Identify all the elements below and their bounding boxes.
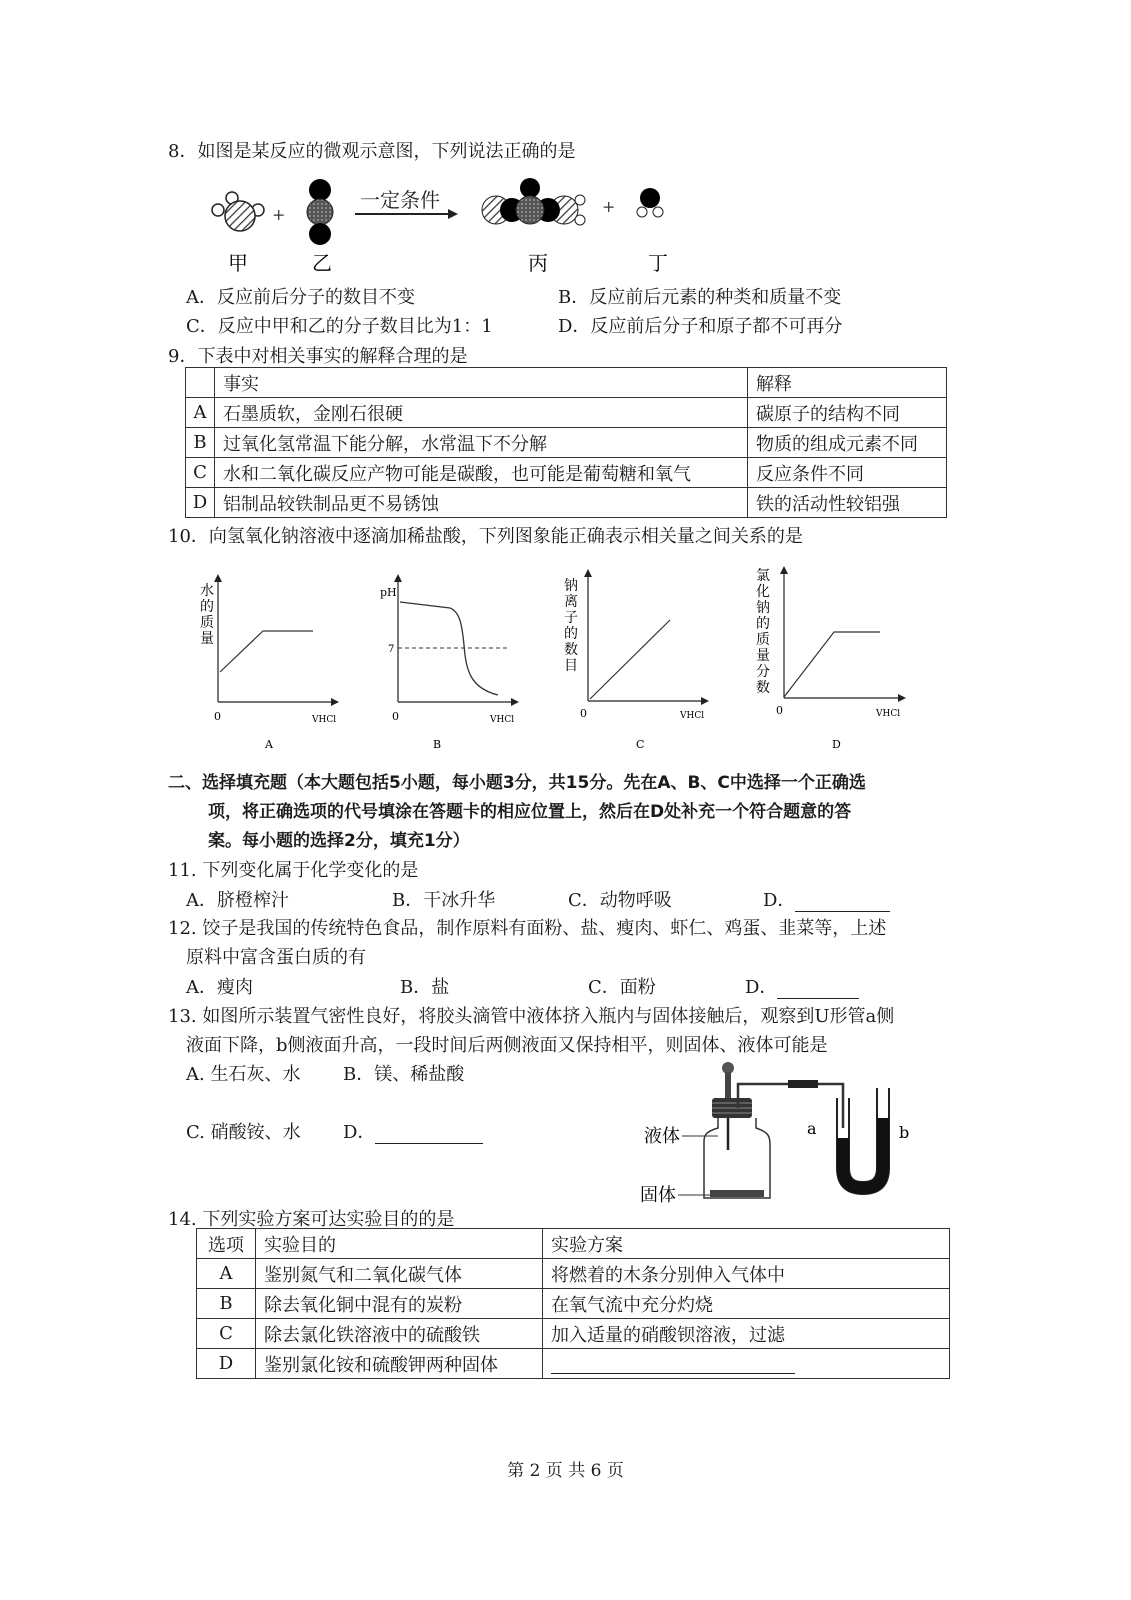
liquid-label: 液体 bbox=[644, 1126, 680, 1147]
graph-c-curve bbox=[590, 620, 670, 699]
q8-option-a: A．反应前后分子的数目不变 bbox=[186, 287, 415, 308]
fact-cell: 石墨质软，金刚石很硬 bbox=[215, 398, 748, 428]
explanation-cell: 物质的组成元素不同 bbox=[748, 428, 947, 458]
section2-line3: 案。每小题的选择2分，填充1分） bbox=[208, 831, 470, 851]
header-cell: 事实 bbox=[215, 368, 748, 398]
graph-d-ylabel: 氯化钠的质量分数 bbox=[756, 568, 770, 696]
option-cell: D bbox=[197, 1349, 256, 1379]
q8-reaction-diagram bbox=[200, 170, 680, 280]
graph-d-curve bbox=[784, 632, 880, 697]
option-cell: A bbox=[197, 1259, 256, 1289]
header-cell: 实验方案 bbox=[543, 1229, 950, 1259]
graph-b-xlabel: VHCl bbox=[490, 715, 515, 725]
q12-stem-cont: 原料中富含蛋白质的有 bbox=[186, 947, 366, 968]
table-row bbox=[197, 1259, 950, 1289]
q13-option-d: D． bbox=[343, 1118, 483, 1144]
label-jia: 甲 bbox=[228, 251, 248, 275]
graph-a-ylabel: 水的质量 bbox=[200, 583, 214, 647]
q13-stem: 13. 如图所示装置气密性良好，将胶头滴管中液体挤入瓶内与固体接触后，观察到U形管a侧 bbox=[168, 1006, 895, 1027]
graph-d bbox=[752, 560, 922, 755]
q11-stem: 11. 下列变化属于化学变化的是 bbox=[168, 860, 419, 881]
goal-cell: 鉴别氯化铵和硫酸钾两种固体 bbox=[256, 1349, 543, 1379]
plan-cell: 在氧气流中充分灼烧 bbox=[543, 1289, 950, 1319]
table-row bbox=[197, 1349, 950, 1379]
graph-a-xlabel: VHCl bbox=[312, 715, 337, 725]
header-cell: 解释 bbox=[748, 368, 947, 398]
explanation-cell: 铁的活动性较铝强 bbox=[748, 488, 947, 518]
option-cell: C bbox=[186, 458, 215, 488]
graph-a-curve bbox=[220, 631, 313, 672]
graph-d-xlabel: VHCl bbox=[876, 709, 901, 719]
goal-cell: 除去氯化铁溶液中的硫酸铁 bbox=[256, 1319, 543, 1349]
molecule-ding bbox=[637, 188, 663, 217]
graph-a bbox=[190, 570, 350, 755]
goal-cell: 鉴别氮气和二氧化碳气体 bbox=[256, 1259, 543, 1289]
table-row bbox=[197, 1289, 950, 1319]
solid-deposit bbox=[710, 1190, 764, 1197]
header-cell: 选项 bbox=[197, 1229, 256, 1259]
table-row bbox=[186, 458, 947, 488]
section2-title: 二、选择填充题（本大题包括5小题，每小题3分，共15分。先在A、B、C中选择一个正确选 bbox=[168, 773, 866, 793]
q12-stem: 12. 饺子是我国的传统特色食品，制作原料有面粉、盐、瘦肉、虾仁、鸡蛋、韭菜等，上述 bbox=[168, 918, 887, 939]
q14-table bbox=[196, 1228, 950, 1379]
label-yi: 乙 bbox=[312, 251, 332, 275]
q13-option-b: B．镁、稀盐酸 bbox=[343, 1064, 465, 1085]
q12-option-a: A．瘦肉 bbox=[186, 977, 253, 998]
q11-option-a: A．脐橙榨汁 bbox=[186, 890, 289, 911]
graph-b-origin: 0 bbox=[392, 710, 399, 723]
option-cell: B bbox=[197, 1289, 256, 1319]
q9-table bbox=[185, 367, 947, 518]
graph-a-caption: A bbox=[265, 738, 273, 751]
flask bbox=[704, 1118, 770, 1198]
table-header-row bbox=[197, 1229, 950, 1259]
section2-line2: 项，将正确选项的代号填涂在答题卡的相应位置上，然后在D处补充一个符合题意的答 bbox=[208, 802, 852, 822]
answer-blank[interactable] bbox=[795, 893, 890, 912]
option-cell: B bbox=[186, 428, 215, 458]
explanation-cell: 反应条件不同 bbox=[748, 458, 947, 488]
answer-blank[interactable] bbox=[777, 980, 859, 999]
q12-option-c: C．面粉 bbox=[588, 977, 656, 998]
q11-option-d: D． bbox=[763, 886, 890, 912]
graph-c-xlabel: VHCl bbox=[680, 711, 705, 721]
q8-option-d: D．反应前后分子和原子都不可再分 bbox=[558, 316, 843, 337]
graph-a-origin: 0 bbox=[214, 710, 221, 723]
q13-stem-cont: 液面下降，b侧液面升高，一段时间后两侧液面又保持相平，则固体、液体可能是 bbox=[186, 1035, 828, 1056]
graph-b-caption: B bbox=[433, 738, 442, 751]
answer-blank[interactable] bbox=[551, 1355, 795, 1374]
table-header-row bbox=[186, 368, 947, 398]
fact-cell: 水和二氧化碳反应产物可能是碳酸，也可能是葡萄糖和氧气 bbox=[215, 458, 748, 488]
plan-cell: 将燃着的木条分别伸入气体中 bbox=[543, 1259, 950, 1289]
page-footer: 第 2 页 共 6 页 bbox=[507, 1461, 624, 1481]
option-cell: A bbox=[186, 398, 215, 428]
table-row bbox=[186, 398, 947, 428]
fact-cell: 铝制品较铁制品更不易锈蚀 bbox=[215, 488, 748, 518]
header-cell bbox=[186, 368, 215, 398]
graph-c-origin: 0 bbox=[580, 707, 587, 720]
graph-d-origin: 0 bbox=[776, 704, 783, 717]
answer-blank[interactable] bbox=[375, 1125, 483, 1144]
graph-b bbox=[370, 570, 530, 755]
q12-option-d: D． bbox=[745, 973, 859, 999]
side-a-label: a bbox=[807, 1119, 817, 1138]
q8-stem: 8．如图是某反应的微观示意图，下列说法正确的是 bbox=[168, 141, 576, 162]
q12-option-b: B．盐 bbox=[400, 977, 450, 998]
table-row bbox=[186, 428, 947, 458]
q13-apparatus bbox=[638, 1058, 928, 1208]
q13-option-c: C. 硝酸铵、水 bbox=[186, 1122, 301, 1143]
molecule-bing bbox=[482, 178, 585, 225]
q14-stem: 14. 下列实验方案可达实验目的的是 bbox=[168, 1209, 455, 1230]
q10-stem: 10．向氢氧化钠溶液中逐滴加稀盐酸，下列图象能正确表示相关量之间关系的是 bbox=[168, 526, 803, 547]
u-tube-liquid bbox=[837, 1118, 889, 1194]
fact-cell: 过氧化氢常温下能分解，水常温下不分解 bbox=[215, 428, 748, 458]
table-row bbox=[186, 488, 947, 518]
option-cell: C bbox=[197, 1319, 256, 1349]
graph-c bbox=[560, 565, 720, 755]
graph-b-ph-label: pH bbox=[380, 586, 397, 599]
label-bing: 丙 bbox=[528, 251, 548, 275]
plus-1: + bbox=[272, 205, 286, 224]
graph-b-seven: 7 bbox=[388, 644, 395, 655]
q11-option-c: C．动物呼吸 bbox=[568, 890, 672, 911]
graph-d-caption: D bbox=[832, 738, 841, 751]
q8-option-c: C．反应中甲和乙的分子数目比为1：1 bbox=[186, 316, 493, 337]
q11-option-b: B．干冰升华 bbox=[392, 890, 496, 911]
arrow-label: 一定条件 bbox=[360, 188, 440, 212]
label-ding: 丁 bbox=[648, 251, 668, 275]
table-row bbox=[197, 1319, 950, 1349]
q8-option-b: B．反应前后元素的种类和质量不变 bbox=[558, 287, 842, 308]
goal-cell: 除去氧化铜中混有的炭粉 bbox=[256, 1289, 543, 1319]
plan-cell: 加入适量的硝酸钡溶液，过滤 bbox=[543, 1319, 950, 1349]
plan-cell bbox=[543, 1349, 950, 1379]
side-b-label: b bbox=[899, 1123, 910, 1142]
q13-option-a: A. 生石灰、水 bbox=[186, 1064, 301, 1085]
plus-2: + bbox=[602, 197, 616, 216]
option-cell: D bbox=[186, 488, 215, 518]
header-cell: 实验目的 bbox=[256, 1229, 543, 1259]
explanation-cell: 碳原子的结构不同 bbox=[748, 398, 947, 428]
molecule-yi bbox=[307, 179, 333, 245]
solid-label: 固体 bbox=[640, 1185, 676, 1206]
graph-c-caption: C bbox=[636, 738, 645, 751]
q9-stem: 9．下表中对相关事实的解释合理的是 bbox=[168, 346, 468, 367]
molecule-jia bbox=[212, 192, 264, 231]
graph-c-ylabel: 钠离子的数目 bbox=[564, 578, 578, 674]
